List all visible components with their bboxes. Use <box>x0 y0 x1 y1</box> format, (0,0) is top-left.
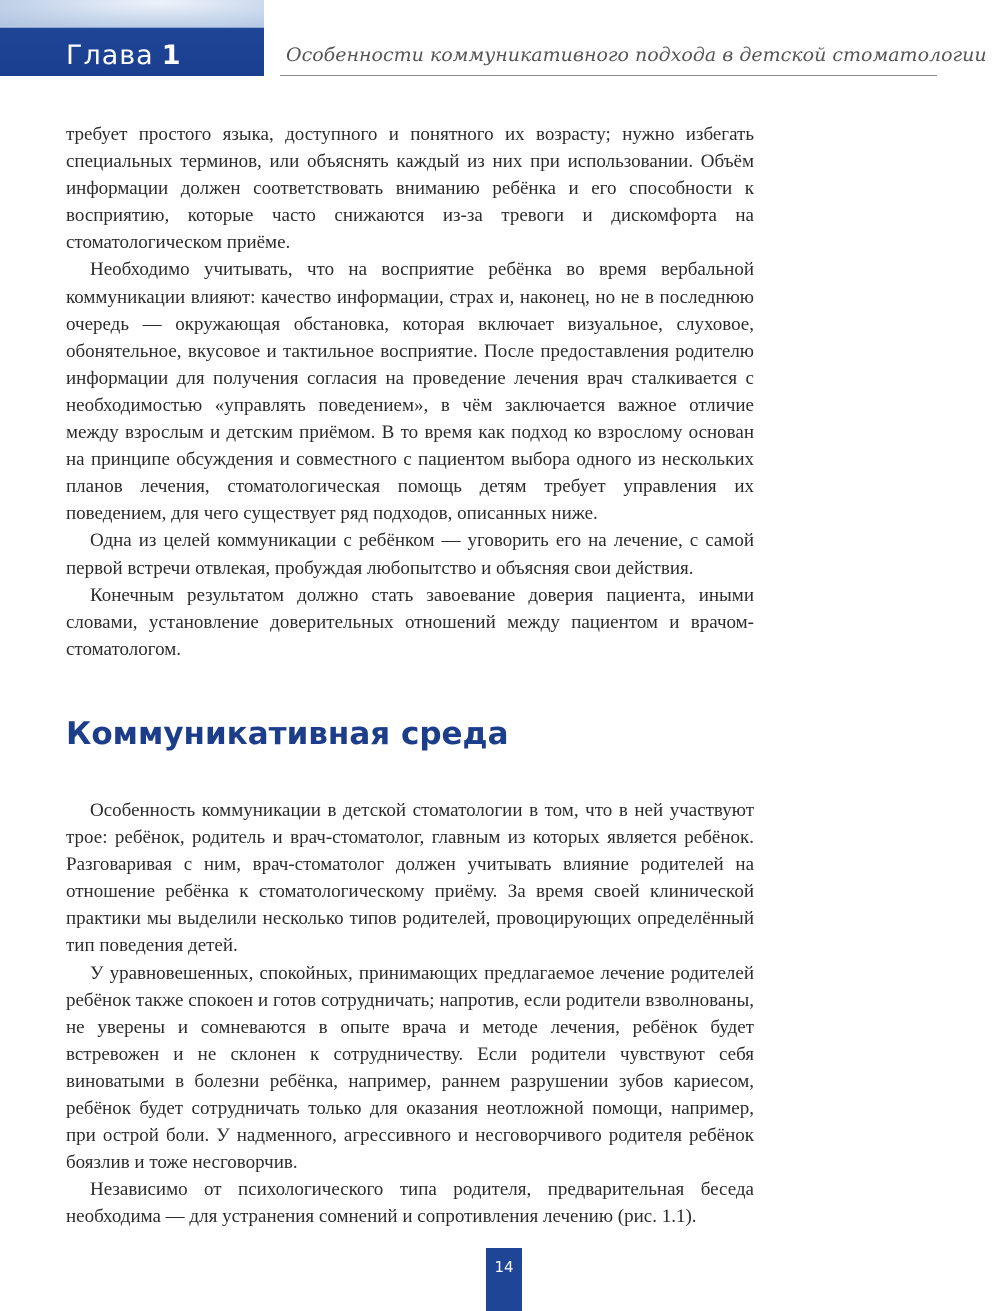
paragraph: требует простого языка, доступного и понятного их возрасту; нужно избегать специальных терминов, или объяснять каждый из них при использовании. Объём информации должен соответствовать вниманию ребёнка и его способности к восприятию, которые часто снижаются из-за тревоги и дискомфорта на стоматологическом приёме. <box>66 124 754 254</box>
paragraph: Одна из целей коммуникации с ребёнком — уговорить его на лечение, с самой первой встречи отвлекая, пробуждая любопытство и объясняя свои действия. <box>66 530 754 579</box>
section-text-block <box>66 797 754 1231</box>
chapter-number: 1 <box>161 40 182 71</box>
chapter-tab-decoration <box>0 0 264 26</box>
paragraph: Конечным результатом должно стать завоевание доверия пациента, иными словами, установление доверительных отношений между пациентом и врачом-стоматологом. <box>66 584 754 660</box>
chapter-label <box>66 40 182 71</box>
page-number: 14 <box>494 1258 514 1276</box>
running-title: Особенности коммуникативного подхода в детской стоматологии <box>286 44 987 66</box>
chapter-tab <box>0 0 264 76</box>
paragraph: Особенность коммуникации в детской стоматологии в том, что в ней участвуют трое: ребёнок, родитель и врач-стоматолог, главным из которых является ребёнок. Разговаривая с ним, врач-стоматолог должен учитывать влияние родителей на отношение ребёнка к стоматологическому приёму. За время своей клинической практики мы выделили несколько типов родителей, провоцирующих определённый тип поведения детей. <box>66 800 754 957</box>
page-number-tab <box>486 1248 522 1311</box>
section-heading: Коммуникативная среда <box>66 716 509 752</box>
intro-text-block <box>66 121 754 663</box>
paragraph: У уравновешенных, спокойных, принимающих предлагаемое лечение родителей ребёнок также спокоен и готов сотрудничать; напротив, если родители взволнованы, не уверены и сомневаются в опыте врача и методе лечения, ребёнок будет встревожен и не склонен к сотрудничеству. Если родители чувствуют себя виноватыми в болезни ребёнка, например, раннем разрушении зубов кариесом, ребёнок будет сотрудничать только для оказания неотложной помощи, например, при острой боли. У надменного, агрессивного и несговорчивого родителя ребёнок боязлив и тоже несговорчив. <box>66 962 754 1174</box>
header-divider <box>280 75 937 76</box>
chapter-word: Глава <box>66 40 154 71</box>
paragraph: Независимо от психологического типа родителя, предварительная беседа необходима — для устранения сомнений и сопротивления лечению (рис. 1.1). <box>66 1179 754 1228</box>
paragraph: Необходимо учитывать, что на восприятие ребёнка во время вербальной коммуникации влияют: качество информации, страх и, наконец, но не в последнюю очередь — окружающая обстановка, которая включает визуальное, слуховое, обонятельное, вкусовое и тактильное восприятие. После предоставления родителю информации для получения согласия на проведение лечения врач сталкивается с необходимостью «управлять поведением», в чём заключается важное отличие между взрослым и детским приёмом. В то время как подход ко взрослому основан на принципе обсуждения и совместного с пациентом выбора одного из нескольких планов лечения, стоматологическая помощь детям требует управления их поведением, для чего существует ряд подходов, описанных ниже. <box>66 259 754 525</box>
